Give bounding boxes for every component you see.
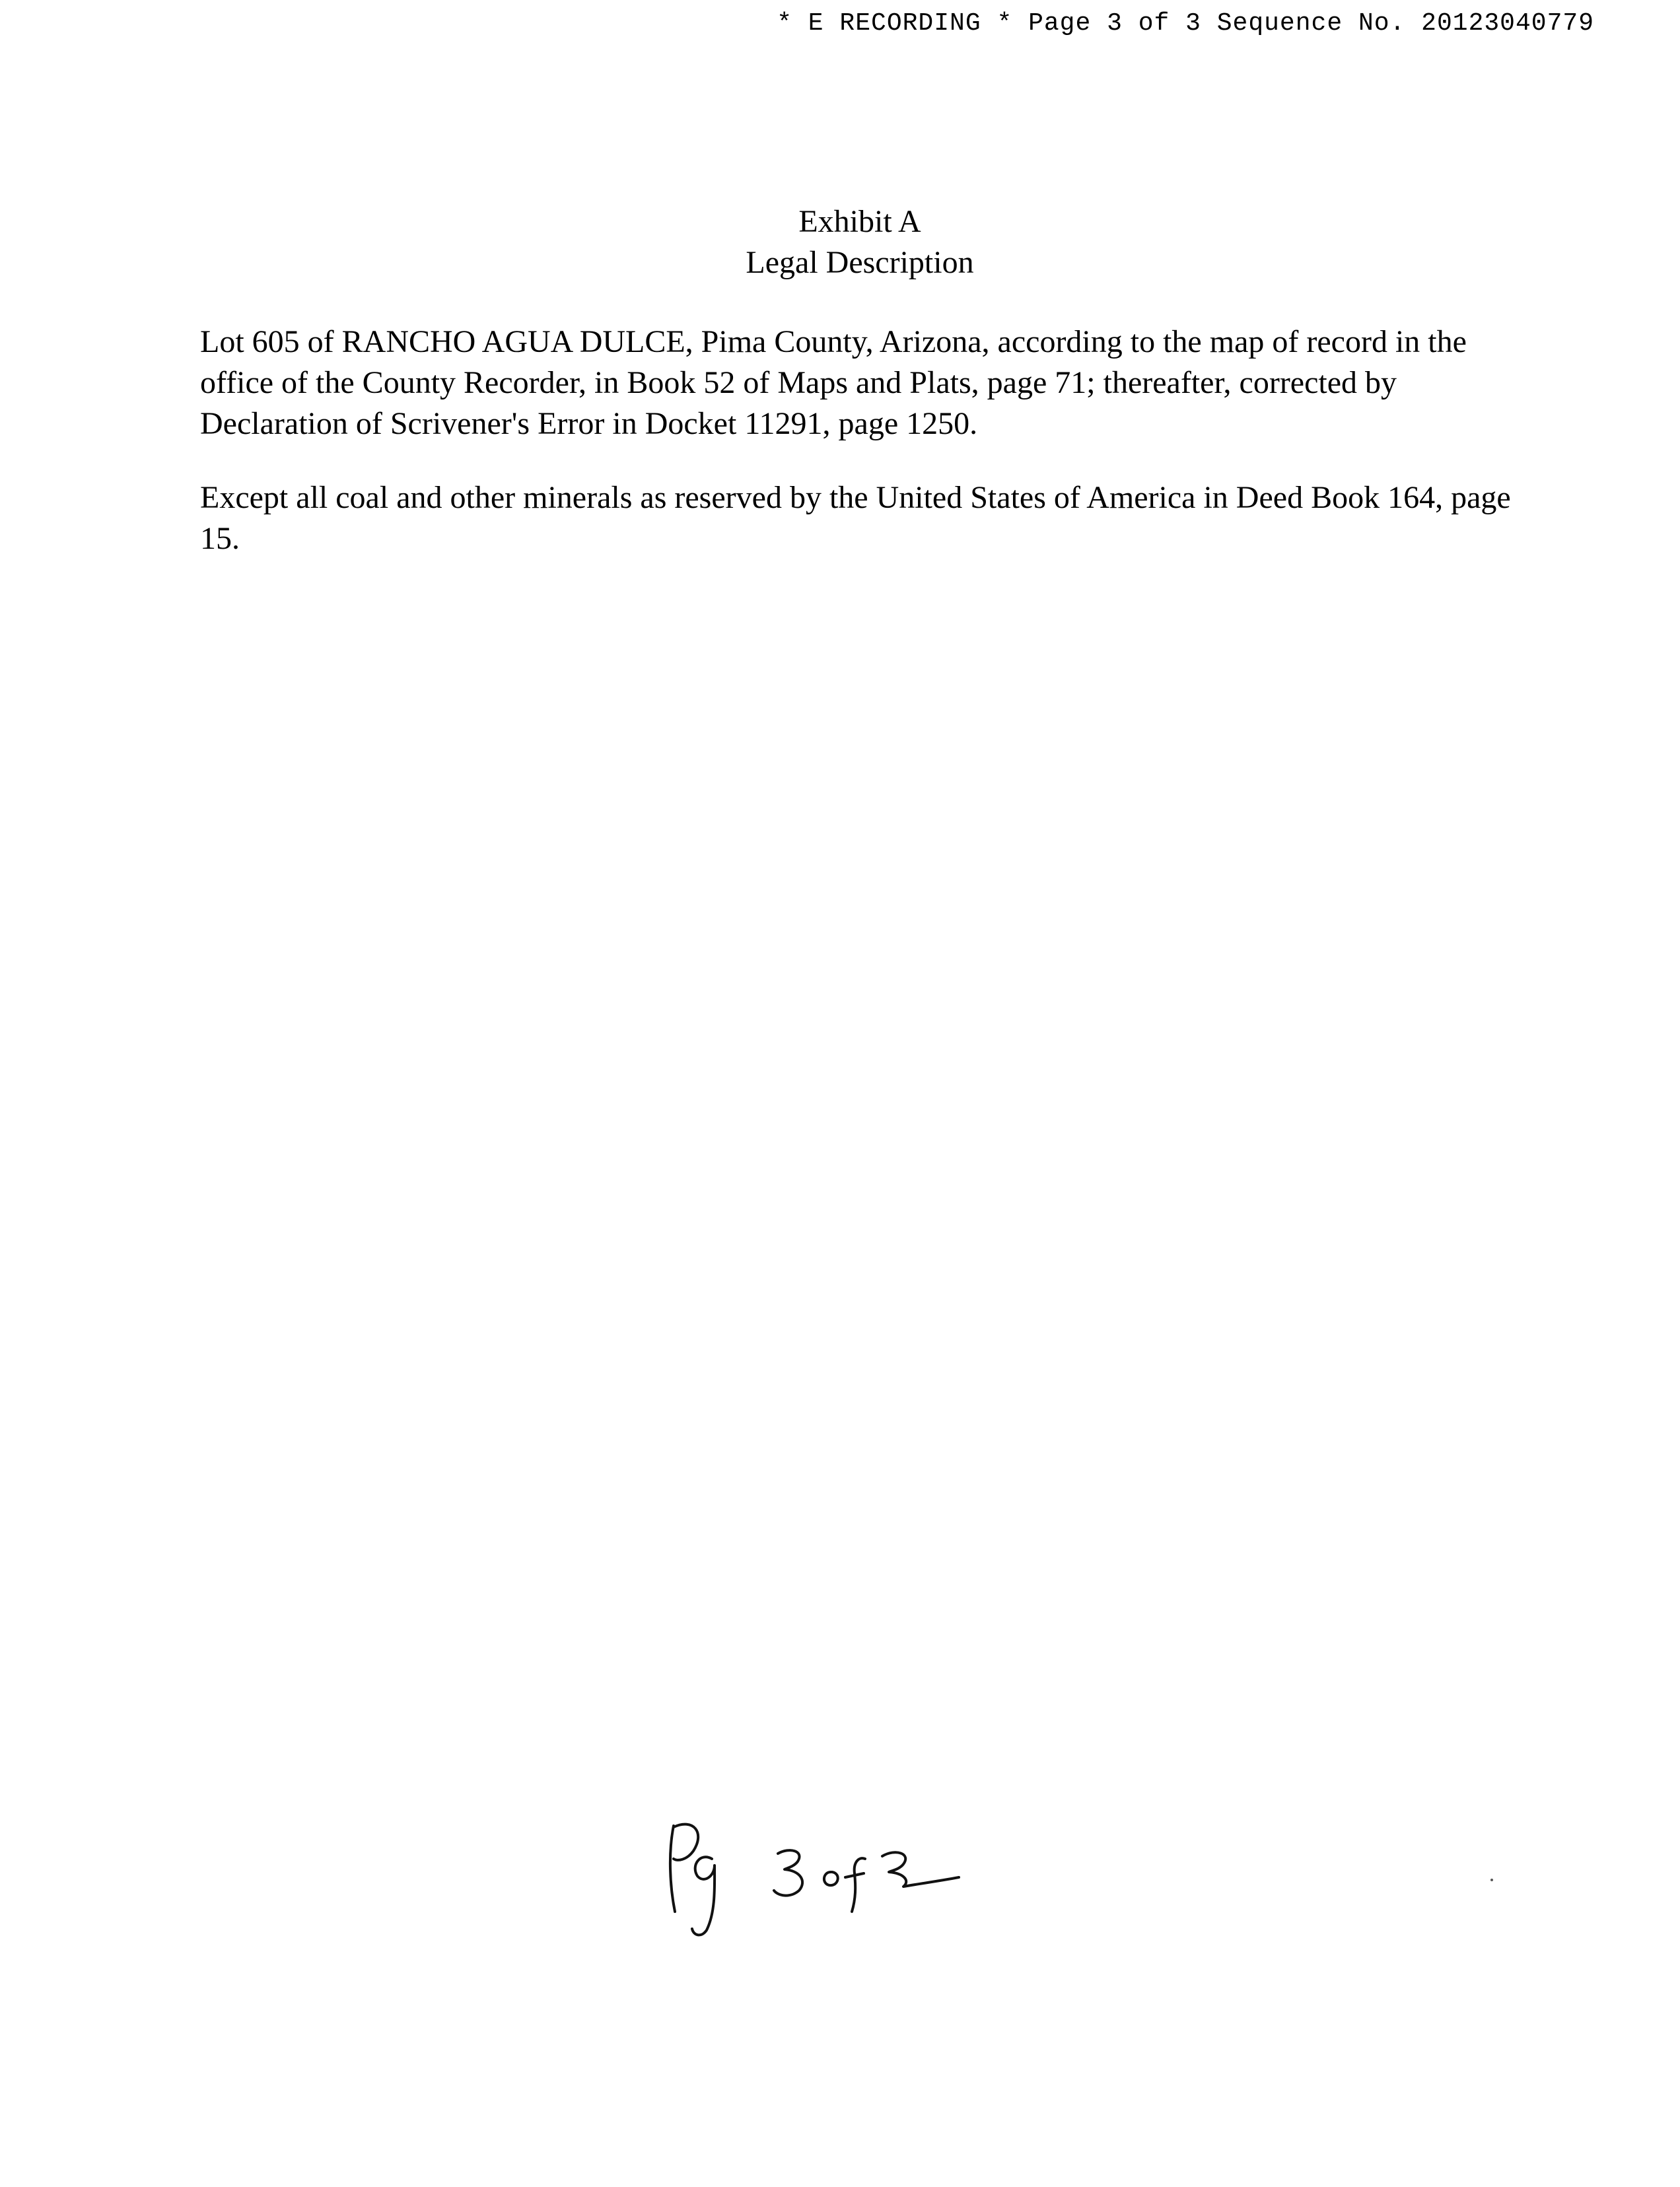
scan-speck [1490,1879,1493,1881]
mineral-reservation-paragraph: Except all coal and other minerals as reserved by the United States of America in Deed Book 164, page 15. [200,480,1511,556]
exhibit-title: Exhibit A [798,204,921,239]
exhibit-subtitle: Legal Description [746,245,974,280]
recording-stamp: * E RECORDING * Page 3 of 3 Sequence No. 20123040779 [777,9,1594,38]
legal-description-paragraph: Lot 605 of RANCHO AGUA DULCE, Pima County, Arizona, according to the map of record in the office of the County Recorder, in Book 52 of Maps and Plats, page 71; thereafter, corrected by Declaration of Scrivener's Error in Docket 11291, page 1250. [200,324,1467,441]
exhibit-heading [0,201,1680,283]
handwritten-page-note [654,1813,1024,1945]
